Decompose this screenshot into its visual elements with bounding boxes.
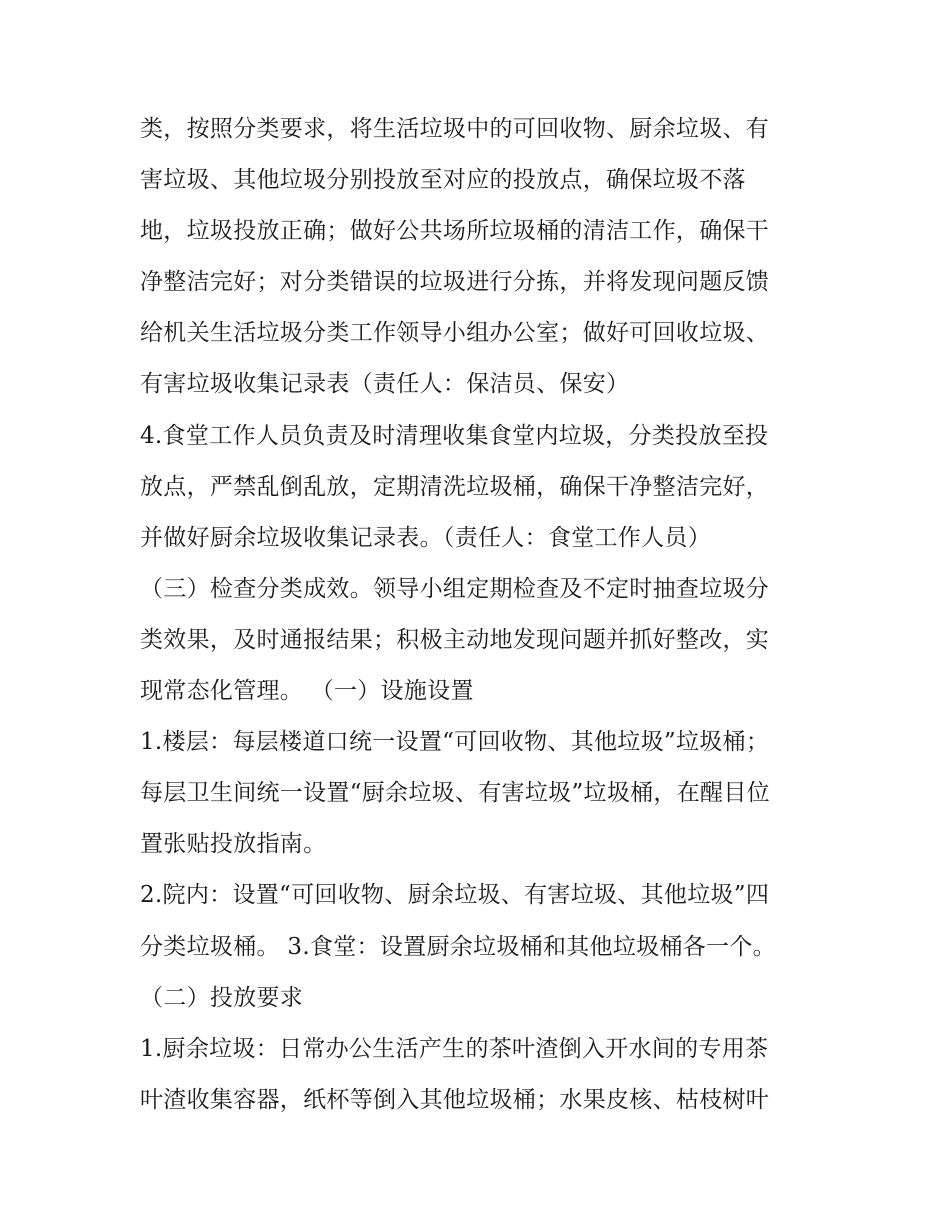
text-line: 每层卫生间统一设置“厨余垃圾、有害垃圾”垃圾桶，在醒目位 (140, 780, 770, 807)
section-heading-line: （二）投放要求 (140, 984, 304, 1011)
text-line: 分类垃圾桶。 3.食堂：设置厨余垃圾桶和其他垃圾桶各一个。 (140, 933, 776, 960)
text-line: 害垃圾、其他垃圾分别投放至对应的投放点，确保垃圾不落 (140, 167, 746, 194)
section-heading-line: （三）检查分类成效。领导小组定期检查及不定时抽查垃圾分 (140, 575, 770, 602)
text-line: 现常态化管理。 （一）设施设置 (140, 678, 474, 705)
text-line: 类效果，及时通报结果；积极主动地发现问题并抓好整改，实 (140, 626, 770, 653)
text-line: 并做好厨余垃圾收集记录表。（责任人：食堂工作人员） (140, 524, 711, 551)
text-line: 4.食堂工作人员负责及时清理收集食堂内垃圾，分类投放至投 (140, 422, 769, 449)
text-line: 净整洁完好；对分类错误的垃圾进行分拣，并将发现问题反馈 (140, 269, 770, 296)
text-line: 有害垃圾收集记录表（责任人：保洁员、保安） (140, 371, 630, 398)
text-line: 1.厨余垃圾：日常办公生活产生的茶叶渣倒入开水间的专用茶 (140, 1035, 769, 1062)
document-body (140, 104, 820, 1126)
text-line: 给机关生活垃圾分类工作领导小组办公室；做好可回收垃圾、 (140, 320, 770, 347)
text-line: 叶渣收集容器，纸杯等倒入其他垃圾桶；水果皮核、枯枝树叶 (140, 1086, 770, 1113)
text-line: 2.院内：设置“可回收物、厨余垃圾、有害垃圾、其他垃圾”四 (140, 882, 770, 909)
text-line: 置张贴投放指南。 (140, 831, 327, 858)
text-line: 放点，严禁乱倒乱放，定期清洗垃圾桶，确保干净整洁完好， (140, 473, 770, 500)
text-line: 类，按照分类要求，将生活垃圾中的可回收物、厨余垃圾、有 (140, 116, 770, 142)
text-line: 1.楼层：每层楼道口统一设置“可回收物、其他垃圾”垃圾桶； (140, 729, 770, 756)
text-line: 地，垃圾投放正确；做好公共场所垃圾桶的清洁工作，确保干 (140, 218, 770, 245)
